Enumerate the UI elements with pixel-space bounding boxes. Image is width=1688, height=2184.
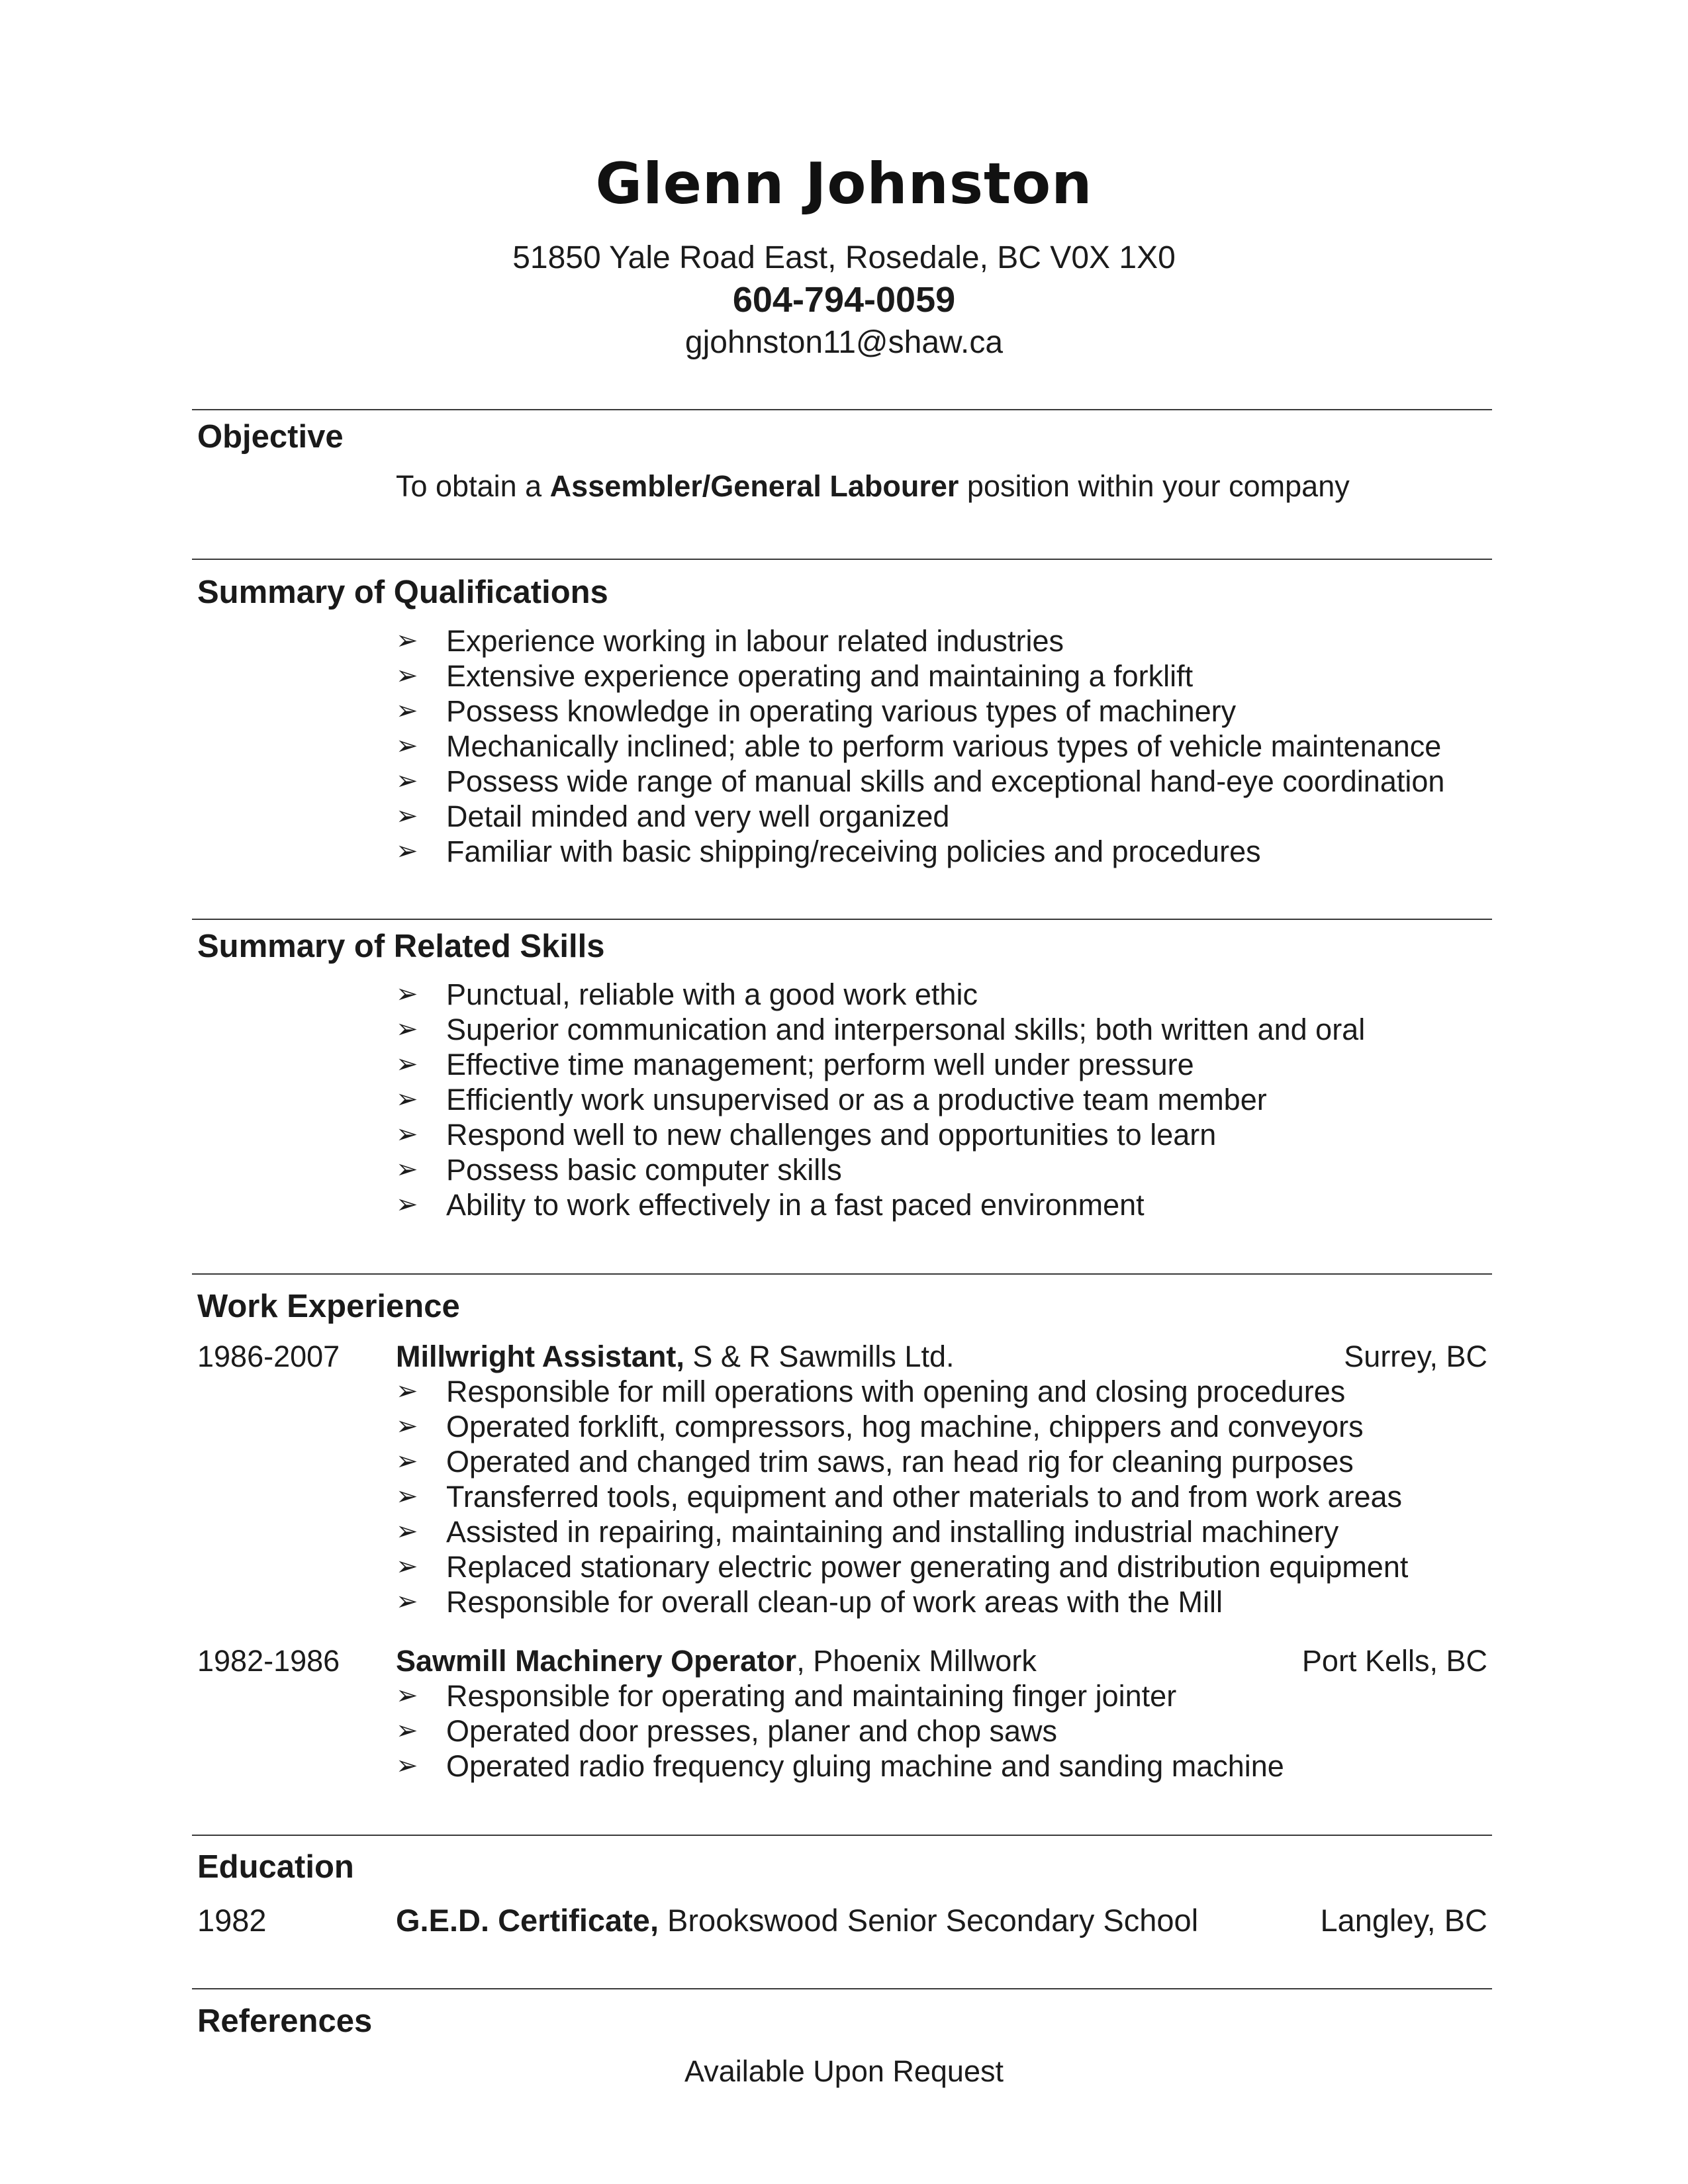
skills-list [396, 977, 1365, 1222]
work-heading: Work Experience [197, 1289, 460, 1324]
arrow-bullet-icon: ➢ [396, 660, 418, 691]
list-item: ➢ Assisted in repairing, maintaining and installing industrial machinery [396, 1515, 1339, 1549]
applicant-name: Glenn Johnston [595, 151, 1093, 217]
section-divider [192, 919, 1492, 920]
list-item: ➢ Experience working in labour related industries [396, 624, 1064, 658]
arrow-bullet-icon: ➢ [396, 1446, 418, 1477]
arrow-bullet-icon: ➢ [396, 1376, 418, 1406]
list-item: ➢ Operated door presses, planer and chop saws [396, 1714, 1058, 1748]
education-line [396, 1902, 1198, 1938]
list-item: ➢ Mechanically inclined; able to perform various types of vehicle maintenance [396, 729, 1442, 763]
objective-position: Assembler/General Labourer [549, 469, 959, 503]
arrow-bullet-icon: ➢ [396, 1481, 418, 1512]
arrow-bullet-icon: ➢ [396, 1084, 418, 1115]
education-year: 1982 [197, 1903, 267, 1938]
arrow-bullet-icon: ➢ [396, 1411, 418, 1441]
list-item: ➢ Respond well to new challenges and opportunities to learn [396, 1118, 1217, 1152]
job-location: Surrey, BC [1344, 1340, 1487, 1373]
list-item: ➢ Responsible for operating and maintaining finger jointer [396, 1679, 1177, 1713]
objective-heading: Objective [197, 419, 344, 455]
job-years: 1986-2007 [197, 1340, 340, 1373]
references-text: Available Upon Request [684, 2054, 1004, 2088]
arrow-bullet-icon: ➢ [396, 1586, 418, 1617]
education-credential: G.E.D. Certificate, [396, 1903, 659, 1938]
arrow-bullet-icon: ➢ [396, 1680, 418, 1711]
arrow-bullet-icon: ➢ [396, 801, 418, 831]
list-item: ➢ Extensive experience operating and maintaining a forklift [396, 659, 1194, 693]
arrow-bullet-icon: ➢ [396, 1014, 418, 1044]
address-line: 51850 Yale Road East, Rosedale, BC V0X 1X0 [512, 240, 1176, 275]
list-item: ➢ Operated forklift, compressors, hog machine, chippers and conveyors [396, 1410, 1364, 1443]
section-divider [192, 1835, 1492, 1836]
objective-statement [396, 471, 1350, 501]
job-years: 1982-1986 [197, 1644, 340, 1678]
job-title: Sawmill Machinery Operator [396, 1644, 797, 1678]
arrow-bullet-icon: ➢ [396, 836, 418, 866]
arrow-bullet-icon: ➢ [396, 1049, 418, 1079]
arrow-bullet-icon: ➢ [396, 1551, 418, 1582]
job-title-line [396, 1644, 1037, 1678]
objective-suffix: position within your company [959, 469, 1350, 503]
list-item: ➢ Detail minded and very well organized [396, 799, 950, 833]
arrow-bullet-icon: ➢ [396, 1715, 418, 1746]
job-location: Port Kells, BC [1301, 1644, 1487, 1678]
education-school: Brookswood Senior Secondary School [659, 1903, 1199, 1938]
arrow-bullet-icon: ➢ [396, 766, 418, 796]
arrow-bullet-icon: ➢ [396, 979, 418, 1009]
arrow-bullet-icon: ➢ [396, 1516, 418, 1547]
list-item: ➢ Effective time management; perform well under pressure [396, 1048, 1194, 1081]
job-company: S & R Sawmills Ltd. [684, 1340, 955, 1373]
arrow-bullet-icon: ➢ [396, 1189, 418, 1220]
education-location: Langley, BC [1320, 1903, 1487, 1938]
qualifications-heading: Summary of Qualifications [197, 574, 608, 610]
arrow-bullet-icon: ➢ [396, 1751, 418, 1781]
list-item: ➢ Responsible for overall clean-up of work areas with the Mill [396, 1585, 1223, 1619]
section-divider [192, 1988, 1492, 1989]
references-heading: References [197, 2003, 373, 2039]
list-item: ➢ Replaced stationary electric power generating and distribution equipment [396, 1550, 1409, 1584]
section-divider [192, 1273, 1492, 1275]
job-title: Millwright Assistant, [396, 1340, 684, 1373]
list-item: ➢ Possess wide range of manual skills and exceptional hand-eye coordination [396, 764, 1445, 798]
arrow-bullet-icon: ➢ [396, 731, 418, 761]
section-divider [192, 409, 1492, 410]
section-divider [192, 559, 1492, 560]
email-address: gjohnston11@shaw.ca [684, 325, 1004, 360]
list-item: ➢ Superior communication and interpersonal skills; both written and oral [396, 1013, 1366, 1046]
arrow-bullet-icon: ➢ [396, 625, 418, 656]
job-title-line [396, 1340, 955, 1374]
list-item: ➢ Responsible for mill operations with opening and closing procedures [396, 1375, 1346, 1408]
job-company: , Phoenix Millwork [796, 1644, 1037, 1678]
phone-number: 604-794-0059 [732, 280, 956, 320]
arrow-bullet-icon: ➢ [396, 696, 418, 726]
list-item: ➢ Transferred tools, equipment and other materials to and from work areas [396, 1480, 1403, 1514]
list-item: ➢ Punctual, reliable with a good work ethic [396, 978, 978, 1011]
qualifications-list [396, 623, 1444, 869]
arrow-bullet-icon: ➢ [396, 1119, 418, 1150]
list-item: ➢ Operated and changed trim saws, ran head rig for cleaning purposes [396, 1445, 1354, 1479]
list-item: ➢ Operated radio frequency gluing machine and sanding machine [396, 1749, 1284, 1783]
list-item: ➢ Familiar with basic shipping/receiving policies and procedures [396, 835, 1261, 868]
job-duties-list [396, 1374, 1408, 1619]
list-item: ➢ Possess basic computer skills [396, 1153, 842, 1187]
arrow-bullet-icon: ➢ [396, 1154, 418, 1185]
skills-heading: Summary of Related Skills [197, 929, 605, 964]
education-heading: Education [197, 1849, 354, 1885]
list-item: ➢ Possess knowledge in operating various types of machinery [396, 694, 1237, 728]
objective-prefix: To obtain a [396, 469, 550, 503]
list-item: ➢ Efficiently work unsupervised or as a productive team member [396, 1083, 1267, 1116]
job-duties-list [396, 1678, 1284, 1784]
list-item: ➢ Ability to work effectively in a fast paced environment [396, 1188, 1145, 1222]
